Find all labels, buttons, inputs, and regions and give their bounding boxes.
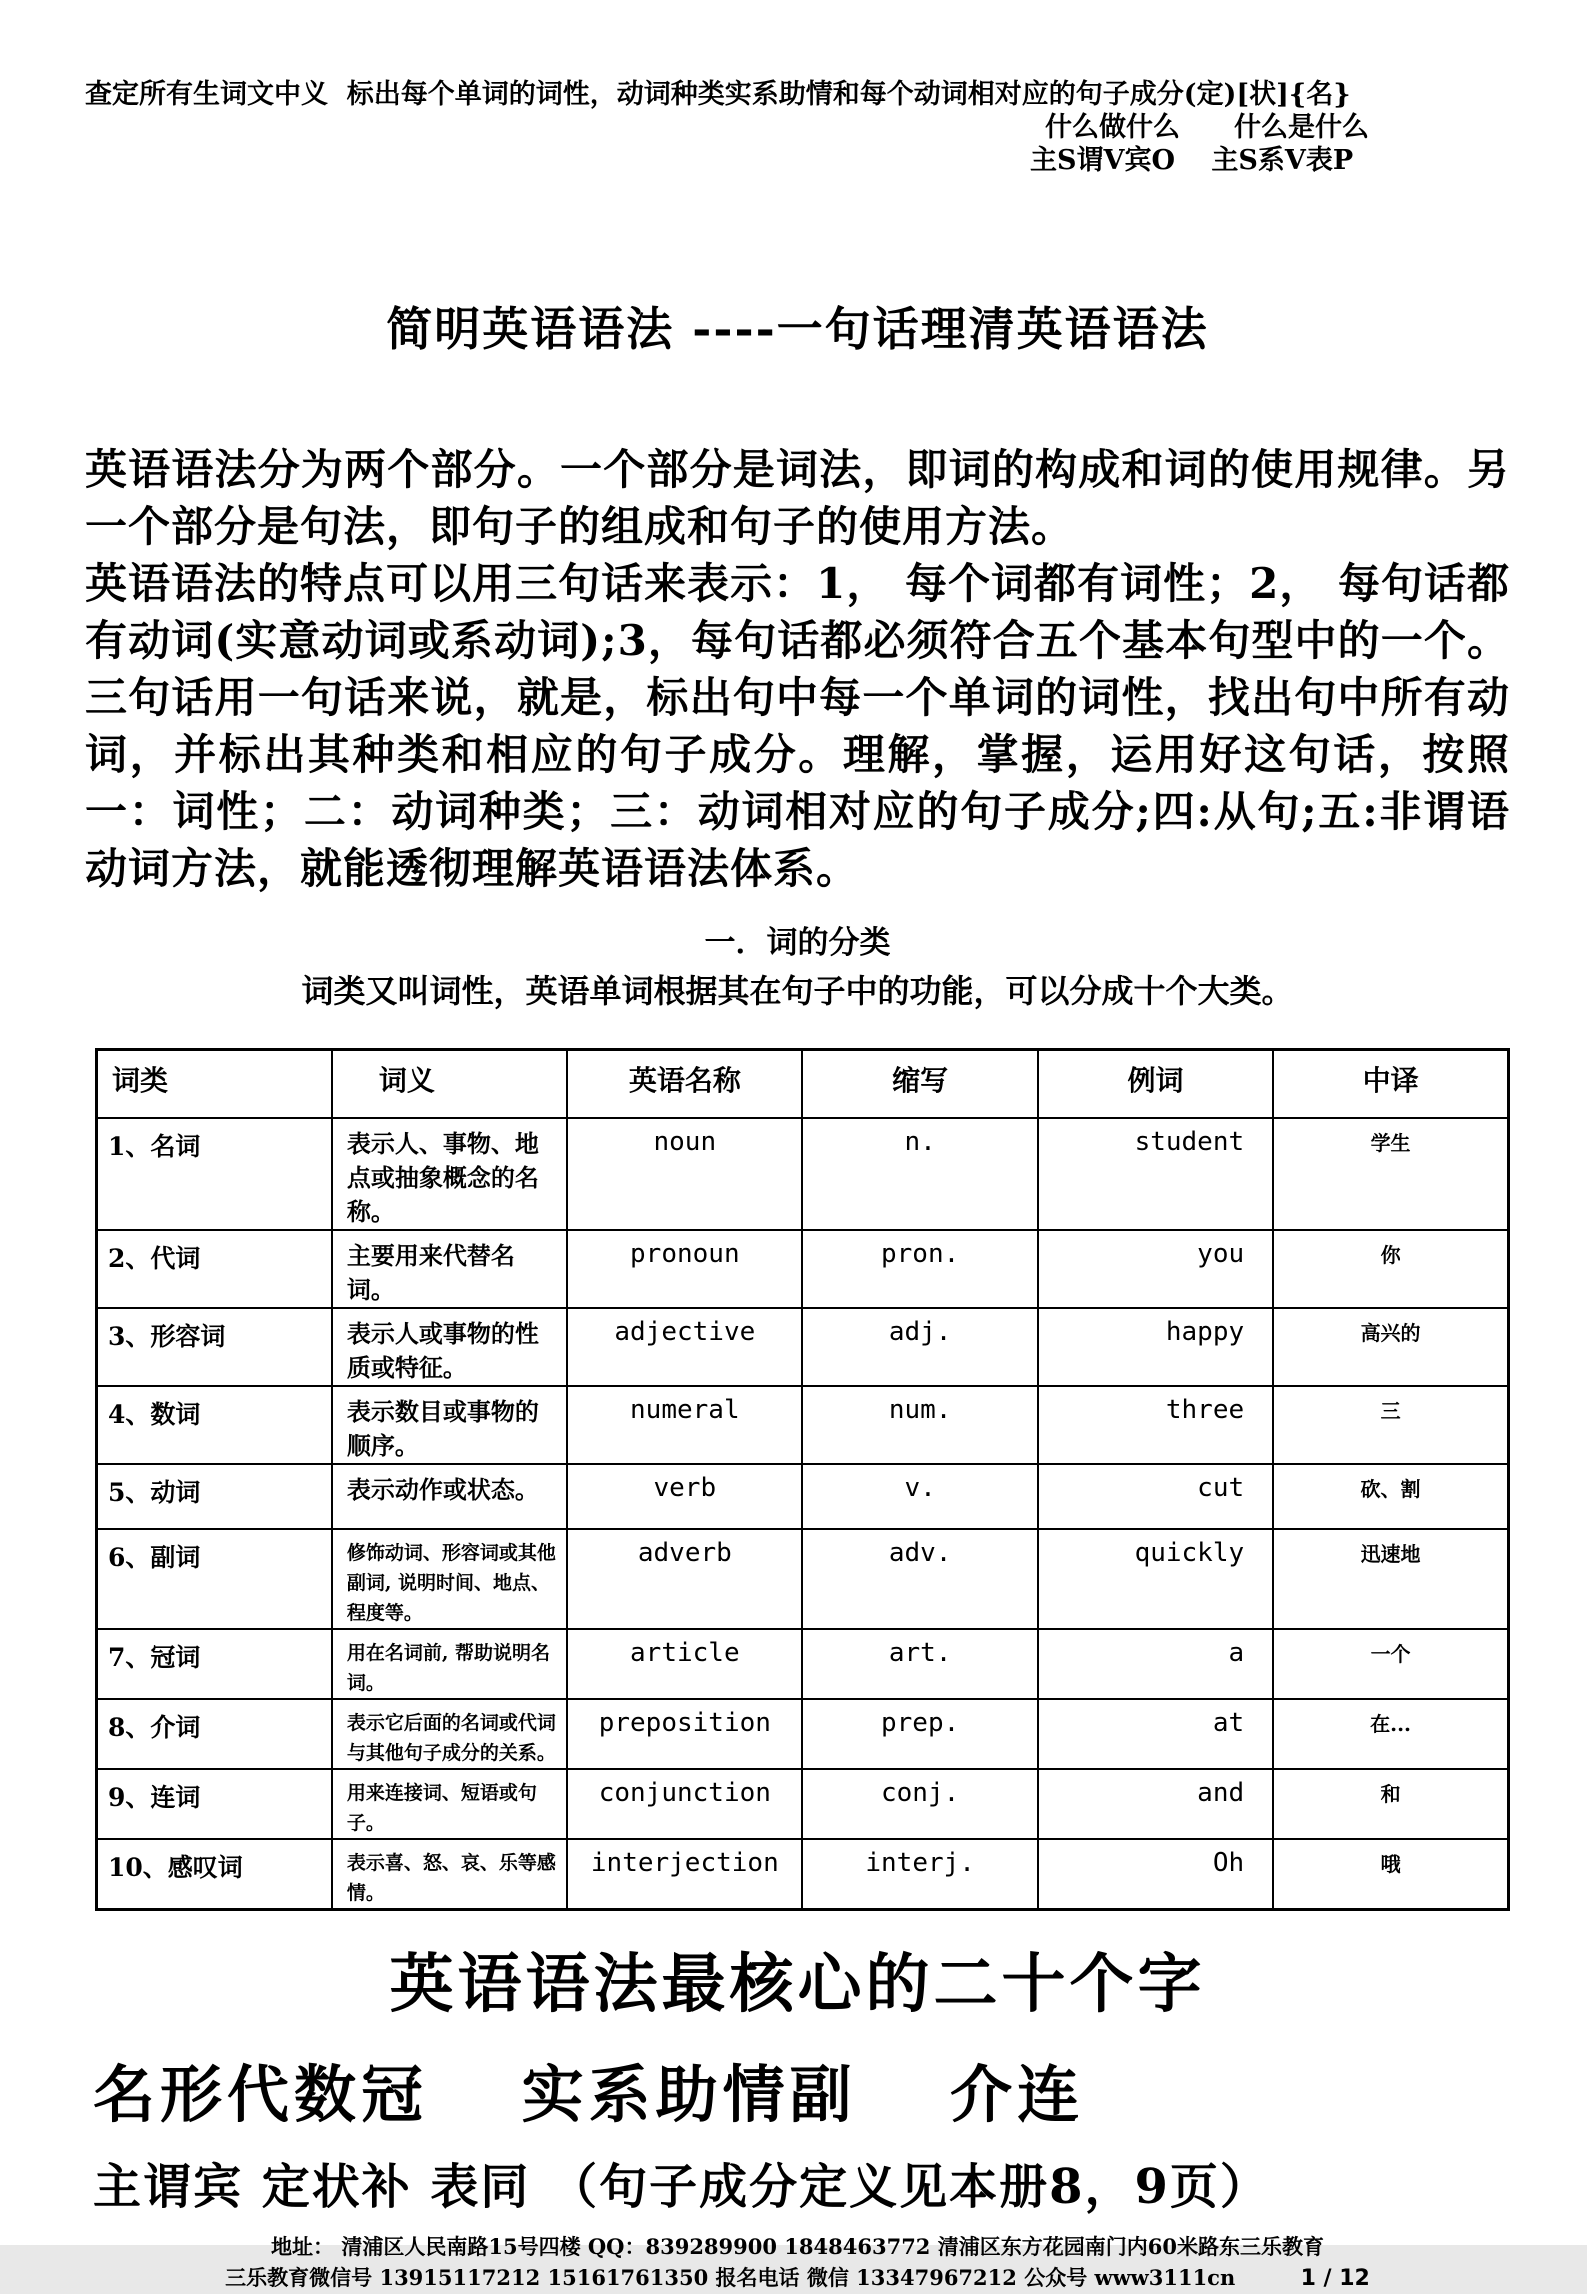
abbreviation-cell: interj. — [802, 1839, 1037, 1910]
word-class-cell: 8、介词 — [97, 1699, 332, 1769]
translation-cell: 迅速地 — [1273, 1529, 1508, 1629]
english-name-cell: interjection — [567, 1839, 802, 1910]
example-cell: Oh — [1038, 1839, 1273, 1910]
abbreviation-cell: adv. — [802, 1529, 1037, 1629]
translation-cell: 三 — [1273, 1386, 1508, 1464]
paragraph-word-law: 英语语法分为两个部分。一个部分是词法，即词的构成和词的使用规律。另一个部分是句法，即句子的组成和句子的使用方法。 — [85, 445, 1510, 551]
table-row — [97, 1386, 1509, 1464]
table-header-row — [97, 1050, 1509, 1118]
footer-address-line: 地址： 清浦区人民南路15号四楼 QQ：839289900 1848463772 清浦区东方花园南门内60米路东三乐教育 — [271, 2233, 1324, 2259]
english-name-cell: verb — [567, 1464, 802, 1529]
annotation-line-2: 什么做什么 什么是什么 — [1045, 112, 1369, 143]
example-cell: at — [1038, 1699, 1273, 1769]
abbreviation-cell: art. — [802, 1629, 1037, 1699]
paragraph-three-sentences: 英语语法的特点可以用三句话来表示：1， 每个词都有词性；2， 每句话都有动词(实意动词或系动词);3，每句话都必须符合五个基本句型中的一个。三句话用一句话来说，就是，标出句中每一个单词的词性，找出句中所有动词，并标出其种类和相应的句子成分。理解，掌握，运用好这句话，按照一：词性；二：动词种类；三：动词相对应的句子成分;四:从句;五:非谓语动词方法，就能透彻理解英语语法体系。 — [85, 559, 1510, 893]
translation-cell: 学生 — [1273, 1118, 1508, 1230]
page-footer — [85, 2231, 1510, 2294]
definition-cell: 表示它后面的名词或代词与其他句子成分的关系。 — [332, 1699, 567, 1769]
definition-cell: 用在名词前, 帮助说明名词。 — [332, 1629, 567, 1699]
translation-cell: 你 — [1273, 1230, 1508, 1308]
translation-cell: 和 — [1273, 1769, 1508, 1839]
example-cell: three — [1038, 1386, 1273, 1464]
word-class-cell: 1、名词 — [97, 1118, 332, 1230]
table-row — [97, 1839, 1509, 1910]
core-words-line: 名形代数冠 实系助情副 介连 — [93, 2057, 1085, 2131]
table-row — [97, 1769, 1509, 1839]
core-components-line: 主谓宾 定状补 表同 （句子成分定义见本册8，9页） — [93, 2158, 1270, 2215]
footer-contact-text: 三乐教育微信号 13915117212 15161761350 报名电话 微信 13347967212 公众号 www3111cn — [225, 2264, 1236, 2290]
word-class-cell: 4、数词 — [97, 1386, 332, 1464]
english-name-cell: noun — [567, 1118, 802, 1230]
word-class-cell: 2、代词 — [97, 1230, 332, 1308]
abbreviation-cell: v. — [802, 1464, 1037, 1529]
abbreviation-cell: prep. — [802, 1699, 1037, 1769]
core-heading: 英语语法最核心的二十个字 — [389, 1946, 1206, 2022]
example-cell: student — [1038, 1118, 1273, 1230]
example-cell: a — [1038, 1629, 1273, 1699]
definition-cell: 表示喜、怒、哀、乐等感情。 — [332, 1839, 567, 1910]
word-class-cell: 9、连词 — [97, 1769, 332, 1839]
definition-cell: 表示数目或事物的顺序。 — [332, 1386, 567, 1464]
table-body — [97, 1118, 1509, 1910]
table-row — [97, 1464, 1509, 1529]
translation-cell: 高兴的 — [1273, 1308, 1508, 1386]
translation-cell: 哦 — [1273, 1839, 1508, 1910]
column-header-2: 英语名称 — [567, 1050, 802, 1118]
word-class-cell: 5、动词 — [97, 1464, 332, 1529]
english-name-cell: conjunction — [567, 1769, 802, 1839]
page-number: 1 / 12 — [1300, 2265, 1370, 2291]
table-row — [97, 1699, 1509, 1769]
abbreviation-cell: pron. — [802, 1230, 1037, 1308]
column-header-0: 词类 — [97, 1050, 332, 1118]
abbreviation-cell: adj. — [802, 1308, 1037, 1386]
english-name-cell: preposition — [567, 1699, 802, 1769]
section-heading: 一．词的分类 — [704, 925, 891, 961]
column-header-4: 例词 — [1038, 1050, 1273, 1118]
example-cell: happy — [1038, 1308, 1273, 1386]
english-name-cell: article — [567, 1629, 802, 1699]
word-classes-table — [95, 1048, 1510, 1911]
translation-cell: 砍、割 — [1273, 1464, 1508, 1529]
annotation-line-3: 主S谓V宾O 主S系V表P — [1030, 145, 1354, 176]
table-row — [97, 1529, 1509, 1629]
abbreviation-cell: conj. — [802, 1769, 1037, 1839]
translation-cell: 一个 — [1273, 1629, 1508, 1699]
english-name-cell: numeral — [567, 1386, 802, 1464]
column-header-5: 中译 — [1273, 1050, 1508, 1118]
intro-paragraphs — [85, 441, 1510, 897]
word-class-cell: 3、形容词 — [97, 1308, 332, 1386]
english-name-cell: pronoun — [567, 1230, 802, 1308]
column-header-3: 缩写 — [802, 1050, 1037, 1118]
page-title: 简明英语语法 ----一句话理清英语语法 — [386, 302, 1209, 356]
table-row — [97, 1629, 1509, 1699]
definition-cell: 用来连接词、短语或句子。 — [332, 1769, 567, 1839]
abbreviation-cell: num. — [802, 1386, 1037, 1464]
example-cell: you — [1038, 1230, 1273, 1308]
definition-cell: 表示人或事物的性质或特征。 — [332, 1308, 567, 1386]
abbreviation-cell: n. — [802, 1118, 1037, 1230]
definition-cell: 表示动作或状态。 — [332, 1464, 567, 1529]
word-class-cell: 7、冠词 — [97, 1629, 332, 1699]
table-row — [97, 1230, 1509, 1308]
example-cell: quickly — [1038, 1529, 1273, 1629]
section-subheading: 词类又叫词性，英语单词根据其在句子中的功能，可以分成十个大类。 — [301, 972, 1294, 1010]
example-cell: cut — [1038, 1464, 1273, 1529]
word-class-cell: 10、感叹词 — [97, 1839, 332, 1910]
definition-cell: 主要用来代替名词。 — [332, 1230, 567, 1308]
english-name-cell: adjective — [567, 1308, 802, 1386]
definition-cell: 修饰动词、形容词或其他副词, 说明时间、地点、程度等。 — [332, 1529, 567, 1629]
english-name-cell: adverb — [567, 1529, 802, 1629]
example-cell: and — [1038, 1769, 1273, 1839]
table-row — [97, 1308, 1509, 1386]
definition-cell: 表示人、事物、地点或抽象概念的名称。 — [332, 1118, 567, 1230]
table-head — [97, 1050, 1509, 1118]
word-class-cell: 6、副词 — [97, 1529, 332, 1629]
table-row — [97, 1118, 1509, 1230]
column-header-1: 词义 — [332, 1050, 567, 1118]
annotation-header — [85, 78, 1510, 177]
footer-contact-line — [85, 2262, 1510, 2294]
annotation-line-1: 查定所有生词文中义 标出每个单词的词性，动词种类实系助情和每个动词相对应的句子成分(定)[状]{名} — [85, 79, 1351, 110]
translation-cell: 在... — [1273, 1699, 1508, 1769]
